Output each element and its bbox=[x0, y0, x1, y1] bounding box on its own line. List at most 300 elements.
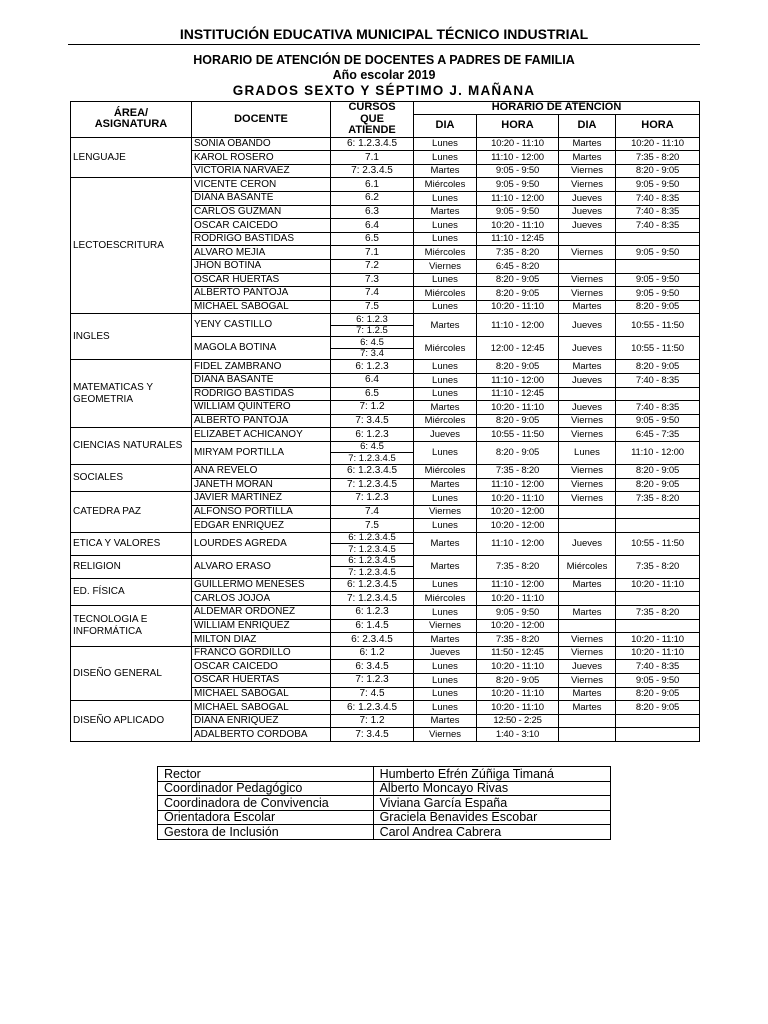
area-cell: LECTOESCRITURA bbox=[71, 178, 192, 314]
day-2-cell: Viernes bbox=[559, 273, 616, 287]
day-2-cell: Martes bbox=[559, 606, 616, 620]
hour-1-cell: 1:40 - 3:10 bbox=[477, 728, 559, 742]
courses-cell: 7.1 bbox=[331, 151, 414, 165]
teacher-cell: RODRIGO BASTIDAS bbox=[192, 232, 331, 246]
hour-2-cell: 7:40 - 8:35 bbox=[616, 205, 700, 219]
teacher-cell: VICENTE CERON bbox=[192, 178, 331, 192]
area-cell: INGLES bbox=[71, 314, 192, 360]
area-cell: SOCIALES bbox=[71, 464, 192, 491]
courses-cell: 7: 1.2.3.4.5 bbox=[331, 544, 414, 556]
day-2-cell: Martes bbox=[559, 300, 616, 314]
day-1-cell: Lunes bbox=[414, 519, 477, 533]
hour-2-cell: 7:40 - 8:35 bbox=[616, 192, 700, 206]
teacher-cell: YENY CASTILLO bbox=[192, 314, 331, 337]
area-cell: MATEMATICAS Y GEOMETRIA bbox=[71, 360, 192, 428]
teacher-cell: WILLIAM ENRIQUEZ bbox=[192, 619, 331, 633]
table-row bbox=[71, 578, 700, 592]
hour-2-cell: 7:40 - 8:35 bbox=[616, 373, 700, 387]
day-2-cell: Jueves bbox=[559, 373, 616, 387]
teacher-cell: ALVARO ERASO bbox=[192, 555, 331, 578]
courses-cell: 7.1 bbox=[331, 246, 414, 260]
area-cell: LENGUAJE bbox=[71, 137, 192, 178]
teacher-cell: WILLIAM QUINTERO bbox=[192, 401, 331, 415]
day-1-cell: Viernes bbox=[414, 259, 477, 273]
hour-1-cell: 12:50 - 2:25 bbox=[477, 714, 559, 728]
day-1-cell: Martes bbox=[414, 555, 477, 578]
teacher-cell: VICTORIA NARVAEZ bbox=[192, 164, 331, 178]
day-1-cell: Miércoles bbox=[414, 178, 477, 192]
hour-2-cell bbox=[616, 232, 700, 246]
day-1-cell: Jueves bbox=[414, 646, 477, 660]
staff-row bbox=[158, 796, 611, 811]
day-2-cell: Jueves bbox=[559, 401, 616, 415]
table-row bbox=[71, 606, 700, 620]
hour-1-cell: 9:05 - 9:50 bbox=[477, 178, 559, 192]
day-2-cell: Miércoles bbox=[559, 555, 616, 578]
day-1-cell: Martes bbox=[414, 478, 477, 492]
day-1-cell: Martes bbox=[414, 314, 477, 337]
staff-row bbox=[158, 825, 611, 840]
staff-table bbox=[157, 766, 611, 840]
table-row bbox=[71, 701, 700, 715]
day-1-cell: Martes bbox=[414, 532, 477, 555]
hour-2-cell: 8:20 - 9:05 bbox=[616, 464, 700, 478]
hour-2-cell: 9:05 - 9:50 bbox=[616, 178, 700, 192]
hour-1-cell: 11:50 - 12:45 bbox=[477, 646, 559, 660]
day-1-cell: Martes bbox=[414, 714, 477, 728]
hour-2-cell: 9:05 - 9:50 bbox=[616, 273, 700, 287]
staff-role: Coordinadora de Convivencia bbox=[158, 796, 374, 811]
hour-2-cell: 8:20 - 9:05 bbox=[616, 701, 700, 715]
teacher-cell: ALBERTO PANTOJA bbox=[192, 287, 331, 301]
day-1-cell: Martes bbox=[414, 401, 477, 415]
courses-cell: 6.4 bbox=[331, 373, 414, 387]
hour-2-cell: 7:40 - 8:35 bbox=[616, 219, 700, 233]
table-row bbox=[71, 314, 700, 326]
hour-1-cell: 10:20 - 11:10 bbox=[477, 219, 559, 233]
teacher-cell: JANETH MORAN bbox=[192, 478, 331, 492]
teacher-cell: MICHAEL SABOGAL bbox=[192, 300, 331, 314]
day-2-cell: Viernes bbox=[559, 646, 616, 660]
courses-cell: 7: 2.3.4.5 bbox=[331, 164, 414, 178]
day-1-cell: Lunes bbox=[414, 660, 477, 674]
teacher-cell: OSCAR CAICEDO bbox=[192, 660, 331, 674]
hour-2-cell bbox=[616, 519, 700, 533]
courses-cell: 6.4 bbox=[331, 219, 414, 233]
area-cell: CIENCIAS NATURALES bbox=[71, 428, 192, 465]
day-1-cell: Lunes bbox=[414, 137, 477, 151]
staff-role: Coordinador Pedagógico bbox=[158, 781, 374, 796]
col-header-hour-2: HORA bbox=[616, 114, 700, 137]
hour-1-cell: 10:20 - 11:10 bbox=[477, 137, 559, 151]
teacher-cell: OSCAR HUERTAS bbox=[192, 674, 331, 688]
day-2-cell: Viernes bbox=[559, 246, 616, 260]
hour-1-cell: 11:10 - 12:00 bbox=[477, 373, 559, 387]
hour-1-cell: 10:20 - 12:00 bbox=[477, 619, 559, 633]
hour-2-cell: 9:05 - 9:50 bbox=[616, 287, 700, 301]
day-1-cell: Lunes bbox=[414, 151, 477, 165]
hour-2-cell: 6:45 - 7:35 bbox=[616, 428, 700, 442]
day-1-cell: Lunes bbox=[414, 219, 477, 233]
courses-cell: 7: 1.2.3 bbox=[331, 492, 414, 506]
col-header-schedule: HORARIO DE ATENCION bbox=[414, 102, 700, 115]
teacher-cell: EDGAR ENRIQUEZ bbox=[192, 519, 331, 533]
hour-2-cell: 7:35 - 8:20 bbox=[616, 606, 700, 620]
area-cell: TECNOLOGIA E INFORMÁTICA bbox=[71, 606, 192, 647]
courses-cell: 6: 1.2.3 bbox=[331, 360, 414, 374]
teacher-cell: MICHAEL SABOGAL bbox=[192, 687, 331, 701]
courses-cell: 6.5 bbox=[331, 232, 414, 246]
hour-2-cell: 8:20 - 9:05 bbox=[616, 164, 700, 178]
day-1-cell: Lunes bbox=[414, 373, 477, 387]
staff-name: Alberto Moncayo Rivas bbox=[373, 781, 610, 796]
hour-1-cell: 8:20 - 9:05 bbox=[477, 674, 559, 688]
teacher-cell: KAROL ROSERO bbox=[192, 151, 331, 165]
area-cell: DISEÑO APLICADO bbox=[71, 701, 192, 742]
day-1-cell: Miércoles bbox=[414, 592, 477, 606]
day-1-cell: Lunes bbox=[414, 441, 477, 464]
hour-1-cell: 8:20 - 9:05 bbox=[477, 414, 559, 428]
hour-1-cell: 6:45 - 8:20 bbox=[477, 259, 559, 273]
day-1-cell: Miércoles bbox=[414, 246, 477, 260]
col-header-courses: CURSOS QUE ATIENDE bbox=[331, 102, 414, 138]
hour-2-cell: 9:05 - 9:50 bbox=[616, 414, 700, 428]
day-2-cell: Viernes bbox=[559, 178, 616, 192]
staff-row bbox=[158, 781, 611, 796]
day-2-cell: Jueves bbox=[559, 337, 616, 360]
courses-cell: 6: 4.5 bbox=[331, 337, 414, 349]
hour-2-cell: 10:20 - 11:10 bbox=[616, 633, 700, 647]
hour-1-cell: 11:10 - 12:00 bbox=[477, 314, 559, 337]
teacher-cell: LOURDES AGREDA bbox=[192, 532, 331, 555]
hour-1-cell: 10:55 - 11:50 bbox=[477, 428, 559, 442]
hour-2-cell: 7:35 - 8:20 bbox=[616, 151, 700, 165]
day-2-cell: Martes bbox=[559, 137, 616, 151]
hour-2-cell: 10:55 - 11:50 bbox=[616, 532, 700, 555]
day-1-cell: Lunes bbox=[414, 687, 477, 701]
day-1-cell: Lunes bbox=[414, 387, 477, 401]
day-1-cell: Lunes bbox=[414, 674, 477, 688]
day-1-cell: Lunes bbox=[414, 492, 477, 506]
day-1-cell: Viernes bbox=[414, 728, 477, 742]
courses-cell: 6: 1.2.3 bbox=[331, 606, 414, 620]
day-1-cell: Miércoles bbox=[414, 287, 477, 301]
day-2-cell: Lunes bbox=[559, 441, 616, 464]
day-1-cell: Martes bbox=[414, 205, 477, 219]
courses-cell: 7: 3.4 bbox=[331, 348, 414, 360]
courses-cell: 6: 1.2 bbox=[331, 646, 414, 660]
hour-2-cell: 10:55 - 11:50 bbox=[616, 314, 700, 337]
day-1-cell: Miércoles bbox=[414, 414, 477, 428]
courses-cell: 6: 1.4.5 bbox=[331, 619, 414, 633]
courses-cell: 7.2 bbox=[331, 259, 414, 273]
hour-2-cell: 10:20 - 11:10 bbox=[616, 137, 700, 151]
day-2-cell bbox=[559, 619, 616, 633]
hour-1-cell: 7:35 - 8:20 bbox=[477, 464, 559, 478]
day-2-cell: Jueves bbox=[559, 660, 616, 674]
day-2-cell: Viernes bbox=[559, 674, 616, 688]
staff-row bbox=[158, 810, 611, 825]
courses-cell: 6: 3.4.5 bbox=[331, 660, 414, 674]
courses-cell: 6: 1.2.3.4.5 bbox=[331, 464, 414, 478]
courses-cell: 6.3 bbox=[331, 205, 414, 219]
hour-2-cell: 7:35 - 8:20 bbox=[616, 555, 700, 578]
teacher-cell: OSCAR CAICEDO bbox=[192, 219, 331, 233]
day-1-cell: Lunes bbox=[414, 578, 477, 592]
hour-1-cell: 8:20 - 9:05 bbox=[477, 287, 559, 301]
teacher-cell: CARLOS JOJOA bbox=[192, 592, 331, 606]
hour-2-cell: 8:20 - 9:05 bbox=[616, 687, 700, 701]
day-2-cell: Martes bbox=[559, 687, 616, 701]
hour-1-cell: 10:20 - 11:10 bbox=[477, 300, 559, 314]
day-2-cell bbox=[559, 387, 616, 401]
hour-1-cell: 9:05 - 9:50 bbox=[477, 205, 559, 219]
area-cell: ED. FÍSICA bbox=[71, 578, 192, 605]
day-2-cell: Jueves bbox=[559, 192, 616, 206]
hour-1-cell: 10:20 - 11:10 bbox=[477, 687, 559, 701]
staff-name: Carol Andrea Cabrera bbox=[373, 825, 610, 840]
col-header-day-2: DIA bbox=[559, 114, 616, 137]
hour-1-cell: 12:00 - 12:45 bbox=[477, 337, 559, 360]
day-2-cell bbox=[559, 232, 616, 246]
teacher-cell: SONIA OBANDO bbox=[192, 137, 331, 151]
teacher-cell: ALFONSO PORTILLA bbox=[192, 505, 331, 519]
courses-cell: 7: 1.2.5 bbox=[331, 325, 414, 337]
day-2-cell: Viernes bbox=[559, 633, 616, 647]
teacher-cell: MAGOLA BOTINA bbox=[192, 337, 331, 360]
teacher-cell: MILTON DIAZ bbox=[192, 633, 331, 647]
hour-1-cell: 11:10 - 12:00 bbox=[477, 151, 559, 165]
teacher-cell: MIRYAM PORTILLA bbox=[192, 441, 331, 464]
courses-cell: 6.1 bbox=[331, 178, 414, 192]
hour-1-cell: 10:20 - 11:10 bbox=[477, 701, 559, 715]
hour-1-cell: 10:20 - 12:00 bbox=[477, 519, 559, 533]
hour-1-cell: 11:10 - 12:00 bbox=[477, 478, 559, 492]
staff-role: Gestora de Inclusión bbox=[158, 825, 374, 840]
day-1-cell: Martes bbox=[414, 633, 477, 647]
day-1-cell: Viernes bbox=[414, 619, 477, 633]
courses-cell: 6.5 bbox=[331, 387, 414, 401]
hour-1-cell: 7:35 - 8:20 bbox=[477, 633, 559, 647]
staff-role: Rector bbox=[158, 767, 374, 782]
teacher-cell: DIANA BASANTE bbox=[192, 192, 331, 206]
day-2-cell: Jueves bbox=[559, 532, 616, 555]
hour-1-cell: 9:05 - 9:50 bbox=[477, 164, 559, 178]
courses-cell: 6: 1.2.3.4.5 bbox=[331, 578, 414, 592]
hour-1-cell: 8:20 - 9:05 bbox=[477, 441, 559, 464]
hour-2-cell bbox=[616, 592, 700, 606]
table-row bbox=[71, 532, 700, 544]
table-row bbox=[71, 137, 700, 151]
teacher-cell: DIANA BASANTE bbox=[192, 373, 331, 387]
institution-title: INSTITUCIÓN EDUCATIVA MUNICIPAL TÉCNICO INDUSTRIAL bbox=[179, 26, 589, 42]
hour-1-cell: 10:20 - 11:10 bbox=[477, 492, 559, 506]
teacher-cell: FIDEL ZAMBRANO bbox=[192, 360, 331, 374]
courses-cell: 6: 2.3.4.5 bbox=[331, 633, 414, 647]
hour-2-cell bbox=[616, 714, 700, 728]
hour-2-cell: 7:40 - 8:35 bbox=[616, 401, 700, 415]
hour-2-cell bbox=[616, 259, 700, 273]
hour-1-cell: 7:35 - 8:20 bbox=[477, 555, 559, 578]
courses-cell: 7: 1.2.3.4.5 bbox=[331, 567, 414, 579]
courses-cell: 7: 1.2 bbox=[331, 401, 414, 415]
teacher-cell: ANA REVELO bbox=[192, 464, 331, 478]
area-cell: CATEDRA PAZ bbox=[71, 492, 192, 533]
day-2-cell: Viernes bbox=[559, 164, 616, 178]
day-2-cell bbox=[559, 505, 616, 519]
hour-2-cell: 8:20 - 9:05 bbox=[616, 478, 700, 492]
teacher-cell: FRANCO GORDILLO bbox=[192, 646, 331, 660]
staff-row bbox=[158, 767, 611, 782]
courses-cell: 7.5 bbox=[331, 519, 414, 533]
grades-subtitle: GRADOS SEXTO Y SÉPTIMO J. MAÑANA bbox=[232, 83, 536, 98]
hour-1-cell: 10:20 - 11:10 bbox=[477, 592, 559, 606]
day-2-cell: Jueves bbox=[559, 205, 616, 219]
table-row bbox=[71, 464, 700, 478]
courses-cell: 6: 1.2.3.4.5 bbox=[331, 701, 414, 715]
staff-name: Graciela Benavides Escobar bbox=[373, 810, 610, 825]
hour-1-cell: 11:10 - 12:45 bbox=[477, 387, 559, 401]
day-2-cell: Viernes bbox=[559, 492, 616, 506]
hour-1-cell: 11:10 - 12:00 bbox=[477, 578, 559, 592]
table-row bbox=[71, 492, 700, 506]
courses-cell: 7.4 bbox=[331, 287, 414, 301]
col-header-teacher: DOCENTE bbox=[192, 102, 331, 138]
staff-role: Orientadora Escolar bbox=[158, 810, 374, 825]
day-1-cell: Viernes bbox=[414, 505, 477, 519]
hour-1-cell: 10:20 - 12:00 bbox=[477, 505, 559, 519]
courses-cell: 7.3 bbox=[331, 273, 414, 287]
day-1-cell: Jueves bbox=[414, 428, 477, 442]
day-2-cell: Viernes bbox=[559, 428, 616, 442]
day-2-cell: Viernes bbox=[559, 478, 616, 492]
hour-1-cell: 10:20 - 11:10 bbox=[477, 660, 559, 674]
day-2-cell: Viernes bbox=[559, 414, 616, 428]
teacher-cell: MICHAEL SABOGAL bbox=[192, 701, 331, 715]
courses-cell: 6.2 bbox=[331, 192, 414, 206]
day-1-cell: Lunes bbox=[414, 360, 477, 374]
courses-cell: 6: 1.2.3 bbox=[331, 428, 414, 442]
area-cell: ETICA Y VALORES bbox=[71, 532, 192, 555]
teacher-cell: ALDEMAR ORDOÑEZ bbox=[192, 606, 331, 620]
header-divider bbox=[68, 44, 700, 45]
table-row bbox=[71, 428, 700, 442]
day-1-cell: Miércoles bbox=[414, 464, 477, 478]
hour-1-cell: 9:05 - 9:50 bbox=[477, 606, 559, 620]
day-2-cell: Martes bbox=[559, 701, 616, 715]
hour-1-cell: 11:10 - 12:00 bbox=[477, 192, 559, 206]
courses-cell: 6: 1.2.3 bbox=[331, 314, 414, 326]
day-1-cell: Lunes bbox=[414, 192, 477, 206]
courses-cell: 6: 1.2.3.4.5 bbox=[331, 555, 414, 567]
teacher-cell: ELIZABET ACHICANOY bbox=[192, 428, 331, 442]
day-2-cell: Viernes bbox=[559, 287, 616, 301]
day-2-cell bbox=[559, 592, 616, 606]
schedule-table bbox=[70, 101, 700, 742]
teacher-cell: GUILLERMO MENESES bbox=[192, 578, 331, 592]
courses-cell: 7: 3.4.5 bbox=[331, 414, 414, 428]
table-row bbox=[71, 555, 700, 567]
courses-cell: 7: 1.2.3.4.5 bbox=[331, 592, 414, 606]
day-2-cell bbox=[559, 519, 616, 533]
table-row bbox=[71, 646, 700, 660]
hour-2-cell: 11:10 - 12:00 bbox=[616, 441, 700, 464]
day-1-cell: Lunes bbox=[414, 273, 477, 287]
hour-1-cell: 7:35 - 8:20 bbox=[477, 246, 559, 260]
hour-1-cell: 10:20 - 11:10 bbox=[477, 401, 559, 415]
day-2-cell: Martes bbox=[559, 360, 616, 374]
courses-cell: 6: 4.5 bbox=[331, 441, 414, 453]
teacher-cell: ADALBERTO CORDOBA bbox=[192, 728, 331, 742]
courses-cell: 7: 1.2.3.4.5 bbox=[331, 453, 414, 465]
hour-2-cell bbox=[616, 728, 700, 742]
area-cell: RELIGION bbox=[71, 555, 192, 578]
teacher-cell: JHON BOTINA bbox=[192, 259, 331, 273]
hour-1-cell: 11:10 - 12:00 bbox=[477, 532, 559, 555]
day-2-cell: Jueves bbox=[559, 314, 616, 337]
courses-cell: 7.5 bbox=[331, 300, 414, 314]
school-year: Año escolar 2019 bbox=[332, 68, 436, 82]
hour-1-cell: 8:20 - 9:05 bbox=[477, 273, 559, 287]
courses-cell: 7: 1.2.3 bbox=[331, 674, 414, 688]
courses-cell: 6: 1.2.3.4.5 bbox=[331, 532, 414, 544]
hour-2-cell: 9:05 - 9:50 bbox=[616, 674, 700, 688]
hour-2-cell: 7:35 - 8:20 bbox=[616, 492, 700, 506]
hour-2-cell: 7:40 - 8:35 bbox=[616, 660, 700, 674]
hour-2-cell bbox=[616, 387, 700, 401]
col-header-day-1: DIA bbox=[414, 114, 477, 137]
hour-2-cell bbox=[616, 505, 700, 519]
day-1-cell: Lunes bbox=[414, 300, 477, 314]
hour-2-cell: 10:20 - 11:10 bbox=[616, 646, 700, 660]
teacher-cell: DIANA ENRIQUEZ bbox=[192, 714, 331, 728]
courses-cell: 7: 1.2.3.4.5 bbox=[331, 478, 414, 492]
courses-cell: 7: 3.4.5 bbox=[331, 728, 414, 742]
hour-2-cell: 8:20 - 9:05 bbox=[616, 360, 700, 374]
staff-name: Viviana García España bbox=[373, 796, 610, 811]
courses-cell: 7: 4.5 bbox=[331, 687, 414, 701]
teacher-cell: CARLOS GUZMAN bbox=[192, 205, 331, 219]
staff-name: Humberto Efrén Zúñiga Timaná bbox=[373, 767, 610, 782]
day-1-cell: Lunes bbox=[414, 232, 477, 246]
day-2-cell bbox=[559, 728, 616, 742]
table-row bbox=[71, 178, 700, 192]
teacher-cell: RODRIGO BASTIDAS bbox=[192, 387, 331, 401]
teacher-cell: JAVIER MARTINEZ bbox=[192, 492, 331, 506]
hour-2-cell: 9:05 - 9:50 bbox=[616, 246, 700, 260]
day-2-cell: Jueves bbox=[559, 219, 616, 233]
hour-2-cell: 10:55 - 11:50 bbox=[616, 337, 700, 360]
day-2-cell: Viernes bbox=[559, 464, 616, 478]
day-2-cell bbox=[559, 259, 616, 273]
col-header-hour-1: HORA bbox=[477, 114, 559, 137]
teacher-cell: OSCAR HUERTAS bbox=[192, 273, 331, 287]
day-1-cell: Martes bbox=[414, 164, 477, 178]
day-1-cell: Lunes bbox=[414, 606, 477, 620]
courses-cell: 6: 1.2.3.4.5 bbox=[331, 137, 414, 151]
area-cell: DISEÑO GENERAL bbox=[71, 646, 192, 700]
table-header-row bbox=[71, 102, 700, 115]
document-title: HORARIO DE ATENCIÓN DE DOCENTES A PADRES DE FAMILIA bbox=[193, 53, 575, 67]
day-2-cell: Martes bbox=[559, 578, 616, 592]
col-header-area: ÁREA/ ASIGNATURA bbox=[71, 102, 192, 138]
hour-2-cell: 10:20 - 11:10 bbox=[616, 578, 700, 592]
table-row bbox=[71, 360, 700, 374]
day-1-cell: Lunes bbox=[414, 701, 477, 715]
day-2-cell: Martes bbox=[559, 151, 616, 165]
hour-1-cell: 11:10 - 12:45 bbox=[477, 232, 559, 246]
day-2-cell bbox=[559, 714, 616, 728]
